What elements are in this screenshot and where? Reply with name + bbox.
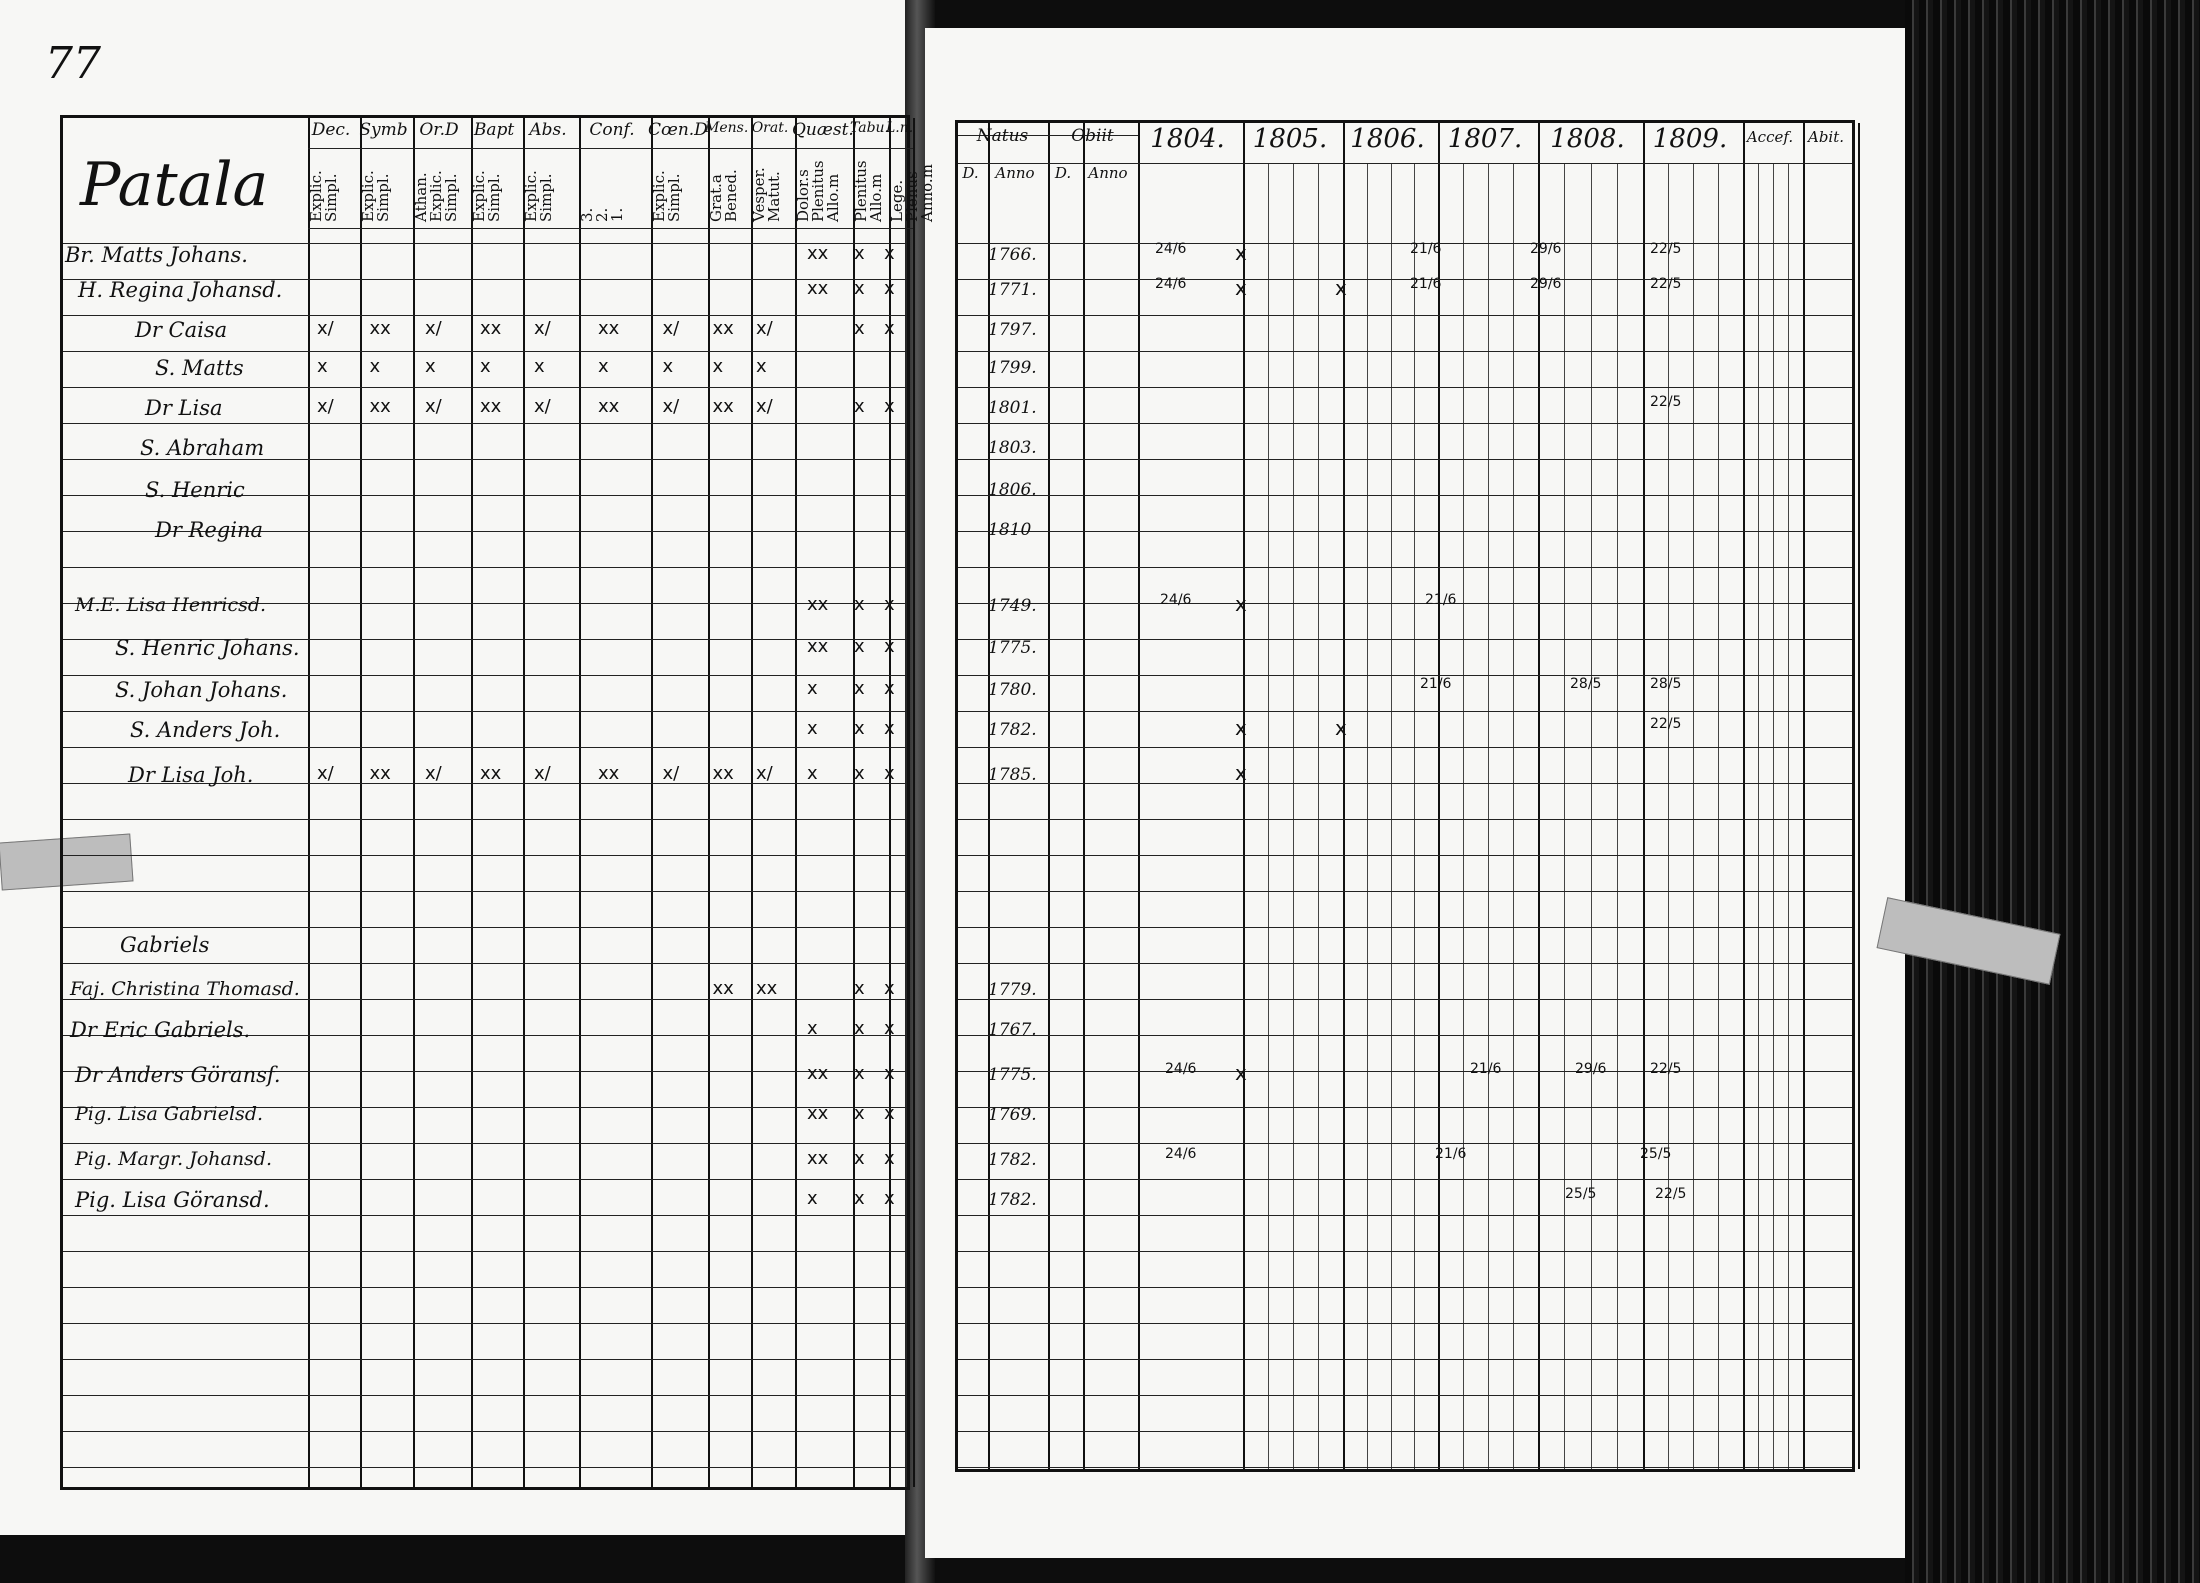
catechism-mark: xx	[480, 396, 502, 417]
communion-cross: x	[1235, 241, 1247, 265]
column-divider	[579, 118, 581, 1487]
row-divider	[958, 1215, 1852, 1216]
catechism-mark: x/	[756, 396, 773, 417]
row-divider	[63, 423, 907, 424]
catechism-mark: x	[854, 978, 865, 999]
communion-date: 29/6	[1530, 241, 1562, 257]
communion-date: 25/5	[1565, 1186, 1597, 1202]
person-name: S. Matts	[155, 356, 244, 380]
catechism-mark: x	[884, 763, 895, 784]
catechism-mark: x/	[425, 763, 442, 784]
communion-date: 24/6	[1160, 592, 1192, 608]
natus-header: Natus	[976, 126, 1029, 146]
row-divider	[958, 855, 1852, 856]
communion-date: 22/5	[1650, 276, 1682, 292]
row-divider	[958, 243, 1852, 244]
catechism-mark: xx	[480, 318, 502, 339]
year-header-1808: 1808.	[1550, 124, 1625, 154]
column-header-6: Cœn.D	[648, 120, 708, 140]
column-divider	[1858, 123, 1860, 1469]
catechism-mark: x	[854, 318, 865, 339]
catechism-mark: xx	[807, 1148, 829, 1169]
catechism-mark: xx	[807, 636, 829, 657]
person-name: Dr Eric Gabriels.	[70, 1018, 251, 1042]
row-divider	[958, 639, 1852, 640]
communion-cross: x	[1235, 716, 1247, 740]
communion-date: 21/6	[1410, 276, 1442, 292]
catechism-mark: x	[884, 978, 895, 999]
column-header-2: Or.D	[419, 120, 459, 140]
catechism-mark: x/	[662, 318, 680, 339]
person-name: Pig. Lisa Gabrielsd.	[75, 1103, 264, 1125]
catechism-mark: x/	[756, 318, 773, 339]
abiit-header: Abit.	[1807, 128, 1845, 146]
person-name: Pig. Margr. Johansd.	[75, 1148, 273, 1170]
row-divider	[958, 1179, 1852, 1180]
person-name: Faj. Christina Thomasd.	[70, 978, 300, 1000]
column-divider	[308, 118, 310, 1487]
communion-date: 28/5	[1650, 676, 1682, 692]
birth-year: 1749.	[988, 596, 1037, 616]
column-subheader-2: Athan. Explic. Simpl.	[412, 170, 460, 222]
subcolumn-divider	[1391, 163, 1392, 1469]
page-edges	[1905, 0, 2200, 1583]
communion-date: 22/5	[1655, 1186, 1687, 1202]
communion-cross: x	[1235, 276, 1247, 300]
subcolumn-divider	[1513, 163, 1514, 1469]
subcolumn-divider	[1293, 163, 1294, 1469]
birth-year: 1766.	[988, 245, 1037, 265]
natus-day-header: D.	[962, 164, 979, 182]
row-divider	[958, 999, 1852, 1000]
catechism-mark: xx	[480, 763, 502, 784]
catechism-mark: xx	[598, 396, 620, 417]
catechism-mark: xx	[807, 594, 829, 615]
catechism-mark: x/	[756, 763, 773, 784]
column-divider	[1083, 123, 1085, 1469]
birth-year: 1769.	[988, 1105, 1037, 1125]
row-divider	[958, 963, 1852, 964]
communion-cross: x	[1235, 592, 1247, 616]
catechism-mark: xx	[712, 396, 734, 417]
column-divider	[523, 118, 525, 1487]
row-divider	[958, 423, 1852, 424]
row-divider	[63, 675, 907, 676]
column-subheader-7: Grat.a Bened.	[707, 169, 740, 222]
catechism-mark: x	[884, 594, 895, 615]
row-divider	[63, 855, 907, 856]
column-header-7: Mens.	[705, 120, 749, 136]
catechism-mark: x/	[662, 763, 680, 784]
catechism-mark: x	[854, 1063, 865, 1084]
birth-year: 1782.	[988, 1150, 1037, 1170]
communion-date: 21/6	[1470, 1061, 1502, 1077]
obiit-day-header: D.	[1054, 164, 1072, 182]
catechism-mark: xx	[807, 278, 829, 299]
catechism-mark: xx	[598, 763, 620, 784]
row-divider	[958, 1467, 1852, 1468]
birth-year: 1767.	[988, 1020, 1037, 1040]
accessit-header: Accef.	[1746, 128, 1794, 146]
catechism-mark: xx	[712, 978, 734, 999]
obiit-header: Obiit	[1071, 126, 1114, 146]
catechism-mark: x/	[425, 396, 442, 417]
catechism-mark: x	[807, 1188, 818, 1209]
column-divider	[913, 118, 915, 1487]
subcolumn-divider	[1758, 163, 1759, 1469]
catechism-mark: x	[807, 763, 818, 784]
subcolumn-divider	[1591, 163, 1592, 1469]
row-divider	[958, 387, 1852, 388]
column-divider	[1138, 123, 1140, 1469]
year-header-1806: 1806.	[1350, 124, 1425, 154]
row-divider	[958, 1035, 1852, 1036]
row-divider	[958, 819, 1852, 820]
row-divider	[958, 495, 1852, 496]
catechism-mark: x	[756, 356, 767, 377]
birth-year: 1782.	[988, 720, 1037, 740]
person-name: Dr Regina	[155, 518, 263, 542]
row-divider	[958, 1107, 1852, 1108]
communion-date: 24/6	[1155, 241, 1187, 257]
subcolumn-divider	[1564, 163, 1565, 1469]
catechism-mark: x/	[317, 396, 334, 417]
catechism-mark: x	[854, 243, 865, 264]
column-divider	[751, 118, 753, 1487]
row-divider	[63, 351, 907, 352]
catechism-mark: x	[854, 396, 865, 417]
birth-year: 1801.	[988, 398, 1037, 418]
communion-cross: x	[1235, 1061, 1247, 1085]
column-subheader-11: Lege. Plenus Anno.m	[888, 164, 936, 222]
person-name: Br. Matts Johans.	[65, 243, 248, 267]
row-divider	[958, 1071, 1852, 1072]
row-divider	[958, 783, 1852, 784]
catechism-mark: x	[807, 1018, 818, 1039]
row-divider	[63, 1143, 907, 1144]
catechism-mark: x	[884, 718, 895, 739]
catechism-mark: x	[598, 356, 609, 377]
communion-date: 25/5	[1640, 1146, 1672, 1162]
catechism-mark: x	[884, 396, 895, 417]
communion-date: 28/5	[1570, 676, 1602, 692]
catechism-mark: x	[884, 278, 895, 299]
catechism-mark: x	[884, 318, 895, 339]
catechism-mark: xx	[756, 978, 778, 999]
communion-date: 21/6	[1410, 241, 1442, 257]
birth-year: 1780.	[988, 680, 1037, 700]
person-name: S. Abraham	[140, 436, 265, 460]
catechism-mark: xx	[807, 1063, 829, 1084]
column-divider	[1048, 123, 1050, 1469]
column-subheader-0: Explic. Simpl.	[307, 170, 340, 222]
column-header-5: Conf.	[589, 120, 635, 140]
obiit-year-header: Anno	[1088, 164, 1128, 182]
catechism-mark: x	[884, 1018, 895, 1039]
communion-date: 24/6	[1155, 276, 1187, 292]
subcolumn-divider	[1718, 163, 1719, 1469]
catechism-mark: x	[854, 278, 865, 299]
catechism-mark: x	[480, 356, 491, 377]
row-divider	[63, 963, 907, 964]
row-divider	[63, 891, 907, 892]
row-divider	[958, 1143, 1852, 1144]
row-divider	[958, 927, 1852, 928]
catechism-mark: x	[854, 678, 865, 699]
communion-date: 22/5	[1650, 241, 1682, 257]
catechism-mark: x	[854, 594, 865, 615]
column-subheader-1: Explic. Simpl.	[359, 170, 392, 222]
catechism-mark: x	[884, 243, 895, 264]
column-divider	[360, 118, 362, 1487]
column-subheader-8: Vesper. Matut.	[750, 167, 783, 222]
person-name: H. Regina Johansd.	[78, 278, 283, 302]
catechism-mark: x	[854, 1103, 865, 1124]
catechism-mark: x	[425, 356, 436, 377]
catechism-mark: xx	[807, 1103, 829, 1124]
subcolumn-divider	[1773, 163, 1774, 1469]
row-divider	[63, 747, 907, 748]
subcolumn-divider	[1463, 163, 1464, 1469]
column-header-4: Abs.	[529, 120, 567, 140]
communion-cross: x	[1235, 761, 1247, 785]
row-divider	[958, 1431, 1852, 1432]
row-divider	[63, 1431, 907, 1432]
catechism-mark: x	[807, 718, 818, 739]
person-name: S. Johan Johans.	[115, 678, 288, 702]
column-subheader-5: 3. 2. 1.	[578, 207, 626, 222]
catechism-mark: x/	[317, 318, 334, 339]
row-divider	[63, 387, 907, 388]
person-name: Gabriels	[120, 933, 210, 957]
row-divider	[958, 1359, 1852, 1360]
row-divider	[958, 891, 1852, 892]
subcolumn-divider	[1693, 163, 1694, 1469]
person-name: Dr Anders Göransf.	[75, 1063, 281, 1087]
catechism-mark: x	[317, 356, 328, 377]
catechism-mark: x	[884, 678, 895, 699]
year-header-1804: 1804.	[1150, 124, 1225, 154]
catechism-mark: x/	[534, 396, 551, 417]
catechism-mark: x	[854, 1188, 865, 1209]
catechism-mark: xx	[712, 763, 734, 784]
row-divider	[63, 819, 907, 820]
column-divider	[413, 118, 415, 1487]
row-divider	[63, 315, 907, 316]
catechism-mark: x	[534, 356, 545, 377]
catechism-mark: x	[712, 356, 724, 377]
person-name: Dr Lisa Joh.	[128, 763, 254, 787]
communion-date: 29/6	[1530, 276, 1562, 292]
row-divider	[63, 1215, 907, 1216]
catechism-mark: x/	[317, 763, 334, 784]
birth-year: 1779.	[988, 980, 1037, 1000]
birth-year: 1799.	[988, 358, 1037, 378]
catechism-mark: xx	[712, 318, 734, 339]
catechism-mark: x/	[534, 318, 551, 339]
row-divider	[63, 1179, 907, 1180]
person-name: S. Henric	[145, 478, 245, 502]
catechism-mark: x	[884, 1148, 895, 1169]
catechism-mark: x	[854, 718, 865, 739]
communion-cross: x	[1335, 716, 1347, 740]
subcolumn-divider	[1617, 163, 1618, 1469]
row-divider	[958, 603, 1852, 604]
row-divider	[958, 1395, 1852, 1396]
catechism-mark: x	[884, 1063, 895, 1084]
column-header-1: Symb	[359, 120, 408, 140]
catechism-mark: xx	[598, 318, 620, 339]
row-divider	[958, 1323, 1852, 1324]
column-subheader-9: Dolor.s Plenitus Allo.m	[794, 160, 842, 222]
person-name: M.E. Lisa Henricsd.	[75, 594, 267, 616]
column-divider	[708, 118, 710, 1487]
catechism-mark: xx	[807, 243, 829, 264]
column-divider	[1343, 123, 1345, 1469]
column-divider	[471, 118, 473, 1487]
column-header-11: L.n.	[886, 120, 914, 136]
birth-year: 1797.	[988, 320, 1037, 340]
subcolumn-divider	[1318, 163, 1319, 1469]
communion-date: 24/6	[1165, 1146, 1197, 1162]
column-divider	[1538, 123, 1540, 1469]
catechism-mark: x	[884, 636, 895, 657]
subcolumn-divider	[1268, 163, 1269, 1469]
row-divider	[63, 1467, 907, 1468]
catechism-mark: x	[884, 1188, 895, 1209]
natus-year-header: Anno	[995, 164, 1035, 182]
column-header-8: Orat.	[751, 120, 789, 136]
column-divider	[1803, 123, 1805, 1469]
column-subheader-10: Plenitus Allo.m	[852, 160, 885, 222]
header-divider	[308, 228, 913, 229]
catechism-mark: x	[854, 636, 865, 657]
column-divider	[1643, 123, 1645, 1469]
column-header-9: Quæst.	[792, 120, 854, 140]
communion-cross: x	[1335, 276, 1347, 300]
row-divider	[63, 1323, 907, 1324]
row-divider	[958, 711, 1852, 712]
birth-year: 1803.	[988, 438, 1037, 458]
birth-year: 1775.	[988, 638, 1037, 658]
catechism-mark: x/	[662, 396, 680, 417]
row-divider	[958, 1287, 1852, 1288]
birth-year: 1775.	[988, 1065, 1037, 1085]
column-divider	[1743, 123, 1745, 1469]
row-divider	[958, 279, 1852, 280]
row-divider	[63, 927, 907, 928]
page-number: 77	[45, 38, 101, 89]
birth-year: 1771.	[988, 280, 1037, 300]
catechism-mark: x	[854, 1148, 865, 1169]
catechism-mark: x	[807, 678, 818, 699]
column-divider	[651, 118, 653, 1487]
communion-date: 21/6	[1435, 1146, 1467, 1162]
row-divider	[958, 459, 1852, 460]
column-header-0: Dec.	[311, 120, 351, 140]
year-header-1805: 1805.	[1252, 124, 1328, 154]
row-divider	[63, 1395, 907, 1396]
row-divider	[63, 567, 907, 568]
catechism-mark: x/	[534, 763, 551, 784]
row-divider	[958, 351, 1852, 352]
year-header-1807: 1807.	[1447, 124, 1523, 154]
person-name: Dr Lisa	[145, 396, 223, 420]
birth-communion-table	[955, 120, 1855, 1472]
communion-date: 22/5	[1650, 1061, 1682, 1077]
person-name: Pig. Lisa Göransd.	[75, 1188, 270, 1212]
catechism-mark: x	[854, 1018, 865, 1039]
row-divider	[958, 747, 1852, 748]
column-subheader-6: Explic. Simpl.	[650, 170, 683, 222]
column-divider	[1243, 123, 1245, 1469]
row-divider	[63, 1359, 907, 1360]
place-title: Patala	[80, 150, 269, 220]
communion-date: 22/5	[1650, 716, 1682, 732]
column-divider	[1438, 123, 1440, 1469]
birth-year: 1810	[988, 520, 1032, 540]
row-divider	[958, 531, 1852, 532]
row-divider	[63, 1287, 907, 1288]
person-name: S. Anders Joh.	[130, 718, 281, 742]
subcolumn-divider	[1367, 163, 1368, 1469]
column-header-10: Tabu.	[850, 120, 890, 136]
catechism-mark: x	[369, 356, 381, 377]
person-name: S. Henric Johans.	[115, 636, 300, 660]
subcolumn-divider	[1488, 163, 1489, 1469]
birth-year: 1785.	[988, 765, 1037, 785]
subcolumn-divider	[1788, 163, 1789, 1469]
row-divider	[958, 675, 1852, 676]
communion-date: 29/6	[1575, 1061, 1607, 1077]
communion-date: 22/5	[1650, 394, 1682, 410]
row-divider	[958, 315, 1852, 316]
communion-date: 21/6	[1420, 676, 1452, 692]
person-name: Dr Caisa	[135, 318, 228, 342]
column-divider	[795, 118, 797, 1487]
catechism-mark: xx	[369, 318, 391, 339]
year-header-1809: 1809.	[1652, 124, 1728, 154]
subcolumn-divider	[1668, 163, 1669, 1469]
row-divider	[958, 1251, 1852, 1252]
birth-year: 1782.	[988, 1190, 1037, 1210]
column-header-3: Bapt	[473, 120, 515, 140]
row-divider	[958, 567, 1852, 568]
catechism-mark: x	[662, 356, 674, 377]
catechism-mark: x/	[425, 318, 442, 339]
catechism-mark: xx	[369, 396, 391, 417]
column-subheader-4: Explic. Simpl.	[522, 170, 555, 222]
row-divider	[63, 711, 907, 712]
communion-date: 21/6	[1425, 592, 1457, 608]
column-subheader-3: Explic. Simpl.	[470, 170, 503, 222]
row-divider	[63, 1251, 907, 1252]
catechism-mark: x	[884, 1103, 895, 1124]
catechism-mark: xx	[369, 763, 391, 784]
subcolumn-divider	[1414, 163, 1415, 1469]
catechism-mark: x	[854, 763, 865, 784]
communion-date: 24/6	[1165, 1061, 1197, 1077]
birth-year: 1806.	[988, 480, 1037, 500]
